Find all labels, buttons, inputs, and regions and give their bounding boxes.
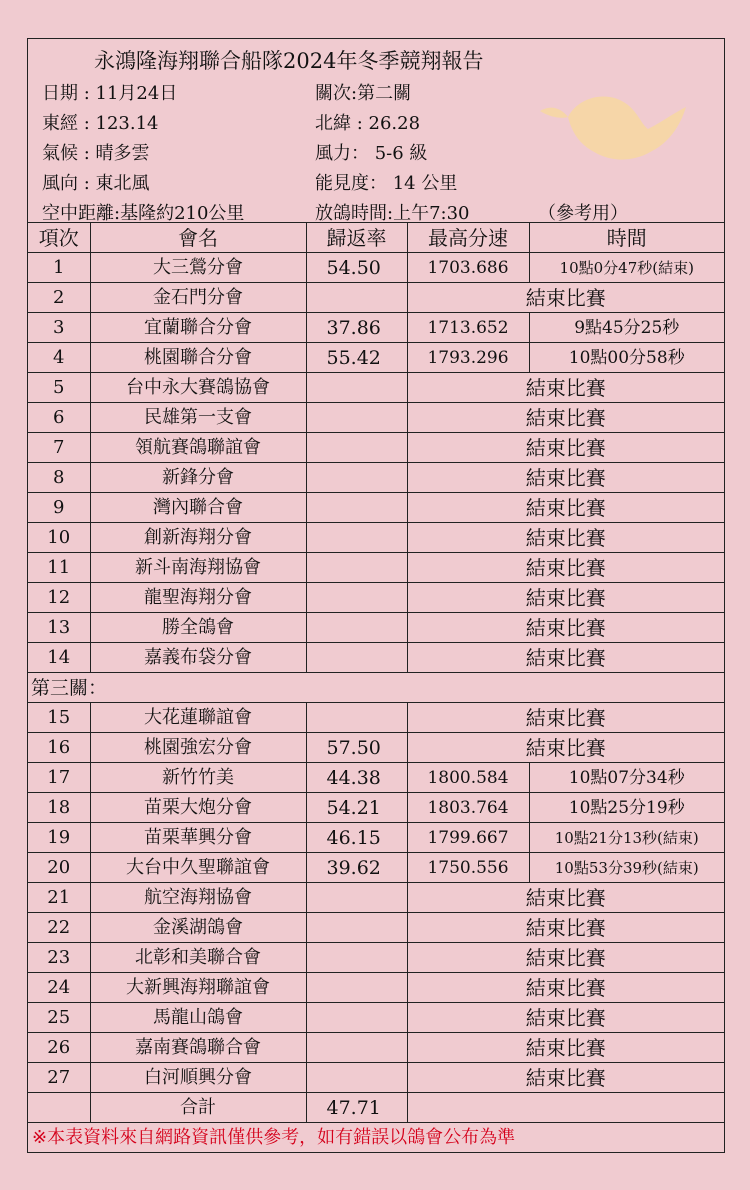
row-time: 10點21分13秒(結束) [529,823,724,853]
row-return-rate [306,373,407,403]
row-club-name: 馬龍山鴿會 [90,1003,306,1033]
row-time: 10點53分39秒(結束) [529,853,724,883]
table-row [28,823,724,853]
row-no: 12 [28,583,90,613]
table-row [28,883,724,913]
row-return-rate [306,493,407,523]
row-status: 結束比賽 [407,553,724,583]
row-no: 23 [28,943,90,973]
report-frame [27,38,725,1153]
row-no: 2 [28,283,90,313]
disclaimer-note: ※本表資料來自網路資訊僅供參考，如有錯誤以鴿會公布為準 [28,1123,724,1153]
table-row [28,613,724,643]
row-return-rate: 46.15 [306,823,407,853]
row-time: 10點00分58秒 [529,343,724,373]
row-club-name: 白河順興分會 [90,1063,306,1093]
total-empty-span [407,1093,724,1123]
row-club-name: 桃園強宏分會 [90,733,306,763]
row-status: 結束比賽 [407,373,724,403]
row-top-speed: 1803.764 [407,793,529,823]
info-wind-force: 風力： 5-6 級 [315,143,428,164]
row-no: 27 [28,1063,90,1093]
row-top-speed: 1793.296 [407,343,529,373]
note-row [28,1123,724,1153]
row-top-speed: 1799.667 [407,823,529,853]
info-latitude: 北緯 : 26.28 [315,113,421,134]
row-status: 結束比賽 [407,643,724,673]
row-club-name: 新竹竹美 [90,763,306,793]
row-status: 結束比賽 [407,523,724,553]
info-distance: 空中距離:基隆約210公里 [42,203,245,224]
row-club-name: 苗栗大炮分會 [90,793,306,823]
row-club-name: 大三鶯分會 [90,253,306,283]
row-time: 9點45分25秒 [529,313,724,343]
table-row [28,403,724,433]
info-release-time: 放鴿時間:上午7:30 [315,203,470,224]
header-time: 時間 [529,223,724,253]
row-club-name: 航空海翔協會 [90,883,306,913]
row-club-name: 民雄第一支會 [90,403,306,433]
row-no: 20 [28,853,90,883]
row-status: 結束比賽 [407,733,724,763]
row-time: 10點0分47秒(結束) [529,253,724,283]
info-wind-direction: 風向 : 東北風 [42,173,150,194]
row-club-name: 金溪湖鴿會 [90,913,306,943]
row-return-rate: 44.38 [306,763,407,793]
table-row [28,343,724,373]
row-no: 6 [28,403,90,433]
row-top-speed: 1713.652 [407,313,529,343]
table-row [28,253,724,283]
row-return-rate: 55.42 [306,343,407,373]
row-no: 3 [28,313,90,343]
table-row [28,973,724,1003]
row-return-rate [306,613,407,643]
row-return-rate: 57.50 [306,733,407,763]
row-return-rate: 37.86 [306,313,407,343]
row-return-rate [306,403,407,433]
header-speed: 最高分速 [407,223,529,253]
total-row [28,1093,724,1123]
row-return-rate [306,943,407,973]
row-return-rate [306,973,407,1003]
dove-icon [538,77,688,187]
row-return-rate [306,583,407,613]
row-no: 22 [28,913,90,943]
row-top-speed: 1703.686 [407,253,529,283]
row-club-name: 宜蘭聯合分會 [90,313,306,343]
total-label: 合計 [90,1093,306,1123]
row-status: 結束比賽 [407,913,724,943]
row-no: 16 [28,733,90,763]
table-row [28,373,724,403]
row-no: 21 [28,883,90,913]
row-club-name: 金石門分會 [90,283,306,313]
total-rate: 47.71 [306,1093,407,1123]
report-title: 永鴻隆海翔聯合船隊2024年冬季競翔報告 [94,49,484,73]
table-row [28,643,724,673]
row-club-name: 龍聖海翔分會 [90,583,306,613]
row-return-rate [306,1063,407,1093]
table-row [28,313,724,343]
info-longitude: 東經 : 123.14 [42,113,159,134]
table-row [28,523,724,553]
row-top-speed: 1750.556 [407,853,529,883]
info-weather: 氣候 : 晴多雲 [42,143,150,164]
row-status: 結束比賽 [407,1033,724,1063]
table-row [28,283,724,313]
table-row [28,763,724,793]
table-row [28,583,724,613]
row-club-name: 苗栗華興分會 [90,823,306,853]
table-row [28,433,724,463]
row-no: 17 [28,763,90,793]
row-return-rate [306,1003,407,1033]
row-no: 11 [28,553,90,583]
row-no: 7 [28,433,90,463]
table-header-row [28,223,724,253]
row-club-name: 創新海翔分會 [90,523,306,553]
header-rate: 歸返率 [306,223,407,253]
row-club-name: 嘉義布袋分會 [90,643,306,673]
row-status: 結束比賽 [407,403,724,433]
row-status: 結束比賽 [407,973,724,1003]
row-club-name: 大台中久聖聯誼會 [90,853,306,883]
row-club-name: 台中永大賽鴿協會 [90,373,306,403]
row-no: 14 [28,643,90,673]
total-empty-cell [28,1093,90,1123]
table-row [28,793,724,823]
table-row [28,913,724,943]
results-table [28,223,724,1152]
row-status: 結束比賽 [407,1003,724,1033]
row-no: 4 [28,343,90,373]
table-row [28,733,724,763]
row-no: 15 [28,703,90,733]
row-club-name: 灣內聯合會 [90,493,306,523]
row-no: 13 [28,613,90,643]
table-row [28,1003,724,1033]
row-club-name: 新鋒分會 [90,463,306,493]
table-row [28,1063,724,1093]
row-return-rate [306,913,407,943]
row-return-rate [306,883,407,913]
row-no: 26 [28,1033,90,1063]
row-time: 10點07分34秒 [529,763,724,793]
section-row [28,673,724,703]
row-no: 9 [28,493,90,523]
row-return-rate [306,433,407,463]
table-row [28,553,724,583]
table-row [28,463,724,493]
row-status: 結束比賽 [407,943,724,973]
row-club-name: 領航賽鴿聯誼會 [90,433,306,463]
table-row [28,853,724,883]
info-reference: （參考用） [538,203,628,224]
header-no: 項次 [28,223,90,253]
row-club-name: 北彰和美聯合會 [90,943,306,973]
row-no: 24 [28,973,90,1003]
info-date: 日期 : 11月24日 [42,83,178,104]
table-row [28,1033,724,1063]
row-return-rate [306,523,407,553]
row-no: 1 [28,253,90,283]
row-club-name: 勝全鴿會 [90,613,306,643]
row-return-rate [306,1033,407,1063]
row-return-rate [306,703,407,733]
row-status: 結束比賽 [407,283,724,313]
row-club-name: 嘉南賽鴿聯合會 [90,1033,306,1063]
table-row [28,703,724,733]
row-top-speed: 1800.584 [407,763,529,793]
row-no: 8 [28,463,90,493]
row-no: 10 [28,523,90,553]
row-return-rate [306,643,407,673]
row-return-rate [306,553,407,583]
row-time: 10點25分19秒 [529,793,724,823]
report-header [28,39,724,223]
info-visibility: 能見度： 14 公里 [315,173,458,194]
row-return-rate [306,283,407,313]
row-club-name: 大花蓮聯誼會 [90,703,306,733]
row-status: 結束比賽 [407,613,724,643]
row-return-rate: 39.62 [306,853,407,883]
row-return-rate: 54.21 [306,793,407,823]
row-status: 結束比賽 [407,583,724,613]
row-return-rate: 54.50 [306,253,407,283]
row-status: 結束比賽 [407,463,724,493]
row-no: 25 [28,1003,90,1033]
info-stage: 關次:第二關 [315,83,412,104]
section-label: 第三關： [28,673,724,703]
row-status: 結束比賽 [407,883,724,913]
row-club-name: 新斗南海翔協會 [90,553,306,583]
row-status: 結束比賽 [407,703,724,733]
row-status: 結束比賽 [407,1063,724,1093]
table-row [28,943,724,973]
row-no: 18 [28,793,90,823]
row-return-rate [306,463,407,493]
row-club-name: 桃園聯合分會 [90,343,306,373]
row-status: 結束比賽 [407,493,724,523]
row-status: 結束比賽 [407,433,724,463]
row-club-name: 大新興海翔聯誼會 [90,973,306,1003]
row-no: 19 [28,823,90,853]
header-name: 會名 [90,223,306,253]
table-row [28,493,724,523]
row-no: 5 [28,373,90,403]
